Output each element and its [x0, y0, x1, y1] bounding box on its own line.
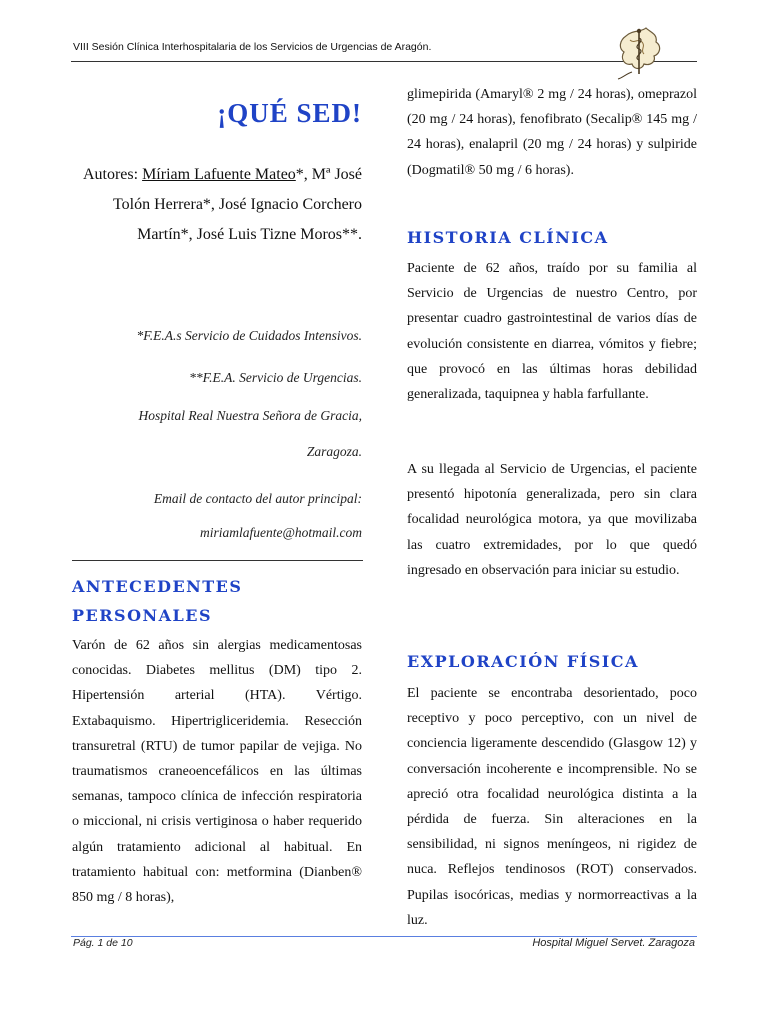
authors-block	[72, 160, 362, 250]
antecedentes-continued: glimepirida (Amaryl® 2 mg / 24 horas), omeprazol (20 mg / 24 horas), fenofibrato (Secalip® 145 mg / 24 horas), enalapril (20 mg / 24 horas) y sulpiride (Dogmatil® 50 mg / 6 horas).	[407, 87, 697, 178]
section-title-historia: HISTORIA CLÍNICA	[407, 228, 609, 247]
section-divider	[72, 560, 363, 561]
footer-hospital: Hospital Miguel Servet. Zaragoza	[532, 937, 695, 949]
first-author-link[interactable]: Míriam Lafuente Mateo	[142, 166, 296, 183]
caduceus-logo-icon	[612, 22, 668, 80]
authors-prefix: Autores:	[82, 166, 143, 183]
header-rule	[71, 61, 697, 62]
section-title-antecedentes: ANTECEDENTES PERSONALES	[72, 577, 243, 625]
historia-paragraph-2: A su llegada al Servicio de Urgencias, el paciente presentó hipotonía generalizada, pero sin clara focalidad neurológica motora, ya que movilizaba las cuatro extremidades, por lo que quedó ingresado en observación para iniciar su estudio.	[407, 462, 697, 578]
page-number: Pág. 1 de 10	[73, 937, 133, 949]
affiliation-emergency: **F.E.A. Servicio de Urgencias.	[189, 370, 362, 385]
affiliation-city: Zaragoza.	[306, 444, 362, 459]
authors-rest: *, Mª José Tolón Herrera*, José Ignacio Corchero Martín*, José Luis Tizne Moros**.	[112, 166, 362, 243]
historia-paragraph-1: Paciente de 62 años, traído por su familia al Servicio de Urgencias de nuestro Centro, por presentar cuadro gastrointestinal de varios días de evolución consistente en diarrea, vómitos y fiebre; que provocó en las últimas horas debilidad generalizada, taquipnea y habla farfullante.	[407, 261, 697, 403]
affiliation-icu: *F.E.A.s Servicio de Cuidados Intensivos.	[136, 328, 362, 343]
running-header: VIII Sesión Clínica Interhospitalaria de los Servicios de Urgencias de Aragón.	[73, 41, 432, 53]
antecedentes-body: Varón de 62 años sin alergias medicamentosas conocidas. Diabetes mellitus (DM) tipo 2. Hipertensión arterial (HTA). Vértigo. Extabaquismo. Hipertrigliceridemia. Resección transuretral (RTU) de tumor papilar de vejiga. No traumatismos craneoencefálicos en las últimas semanas, tampoco clínica de infección respiratoria o miccional, ni crisis vertiginosa o haber requerido algún tratamiento adicional al habitual. En tratamiento habitual con: metformina (Dianben® 850 mg / 8 horas),	[72, 638, 362, 906]
article-title: ¡QUÉ SED!	[217, 98, 362, 128]
affiliation-hospital: Hospital Real Nuestra Señora de Gracia,	[138, 408, 362, 423]
contact-email-link[interactable]: miriamlafuente@hotmail.com	[199, 525, 362, 540]
contact-label: Email de contacto del autor principal:	[153, 491, 362, 506]
exploracion-body: El paciente se encontraba desorientado, poco receptivo y poco perceptivo, con un nivel de conciencia ligeramente descendido (Glasgow 12) y conversación incoherente e incomprensible. No se apreció otra focalidad neurológica distinta a la pérdida de fuerza. Sin alteraciones en la sensibilidad, ni signos meníngeos, ni rigidez de nuca. Reflejos tendinosos (ROT) conservados. Pupilas isocóricas, medias y normorreactivas a la luz.	[407, 686, 697, 928]
section-title-exploracion: EXPLORACIÓN FÍSICA	[407, 652, 639, 671]
